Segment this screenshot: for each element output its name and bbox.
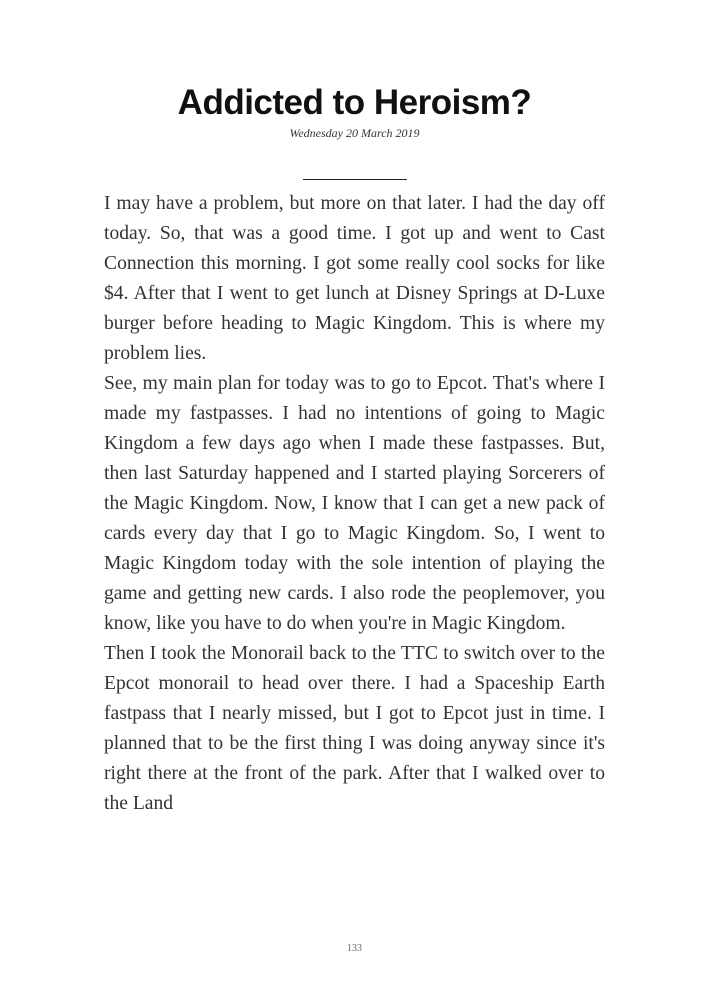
title-divider <box>303 179 407 180</box>
paragraph: See, my main plan for today was to go to Epcot. That's where I made my fastpasses. I had no intentions of going to Magic Kingdom a few days ago when I made these fastpasses. But, then last Saturday happened and I started playing Sorcerers of the Magic Kingdom. Now, I know that I can get a new pack of cards every day that I go to Magic Kingdom. So, I went to Magic Kingdom today with the sole intention of playing the game and getting new cards. I also rode the peoplemover, you know, like you have to do when you're in Magic Kingdom. <box>104 373 605 634</box>
entry-date: Wednesday 20 March 2019 <box>289 126 420 140</box>
paragraph: I may have a problem, but more on that later. I had the day off today. So, that was a good time. I got up and went to Cast Connection this morning. I got some really cool socks for like $4. After that I went to get lunch at Disney Springs at D-Luxe burger before heading to Magic Kingdom. This is where my problem lies. <box>104 193 605 364</box>
page-number: 133 <box>347 943 362 954</box>
body-text <box>104 189 605 819</box>
paragraph: Then I took the Monorail back to the TTC to switch over to the Epcot monorail to head over there. I had a Spaceship Earth fastpass that I nearly missed, but I got to Epcot just in time. I planned that to be the first thing I was doing anyway since it's right there at the front of the park. After that I walked over to the Land <box>104 643 605 814</box>
page-title: Addicted to Heroism? <box>177 83 532 122</box>
